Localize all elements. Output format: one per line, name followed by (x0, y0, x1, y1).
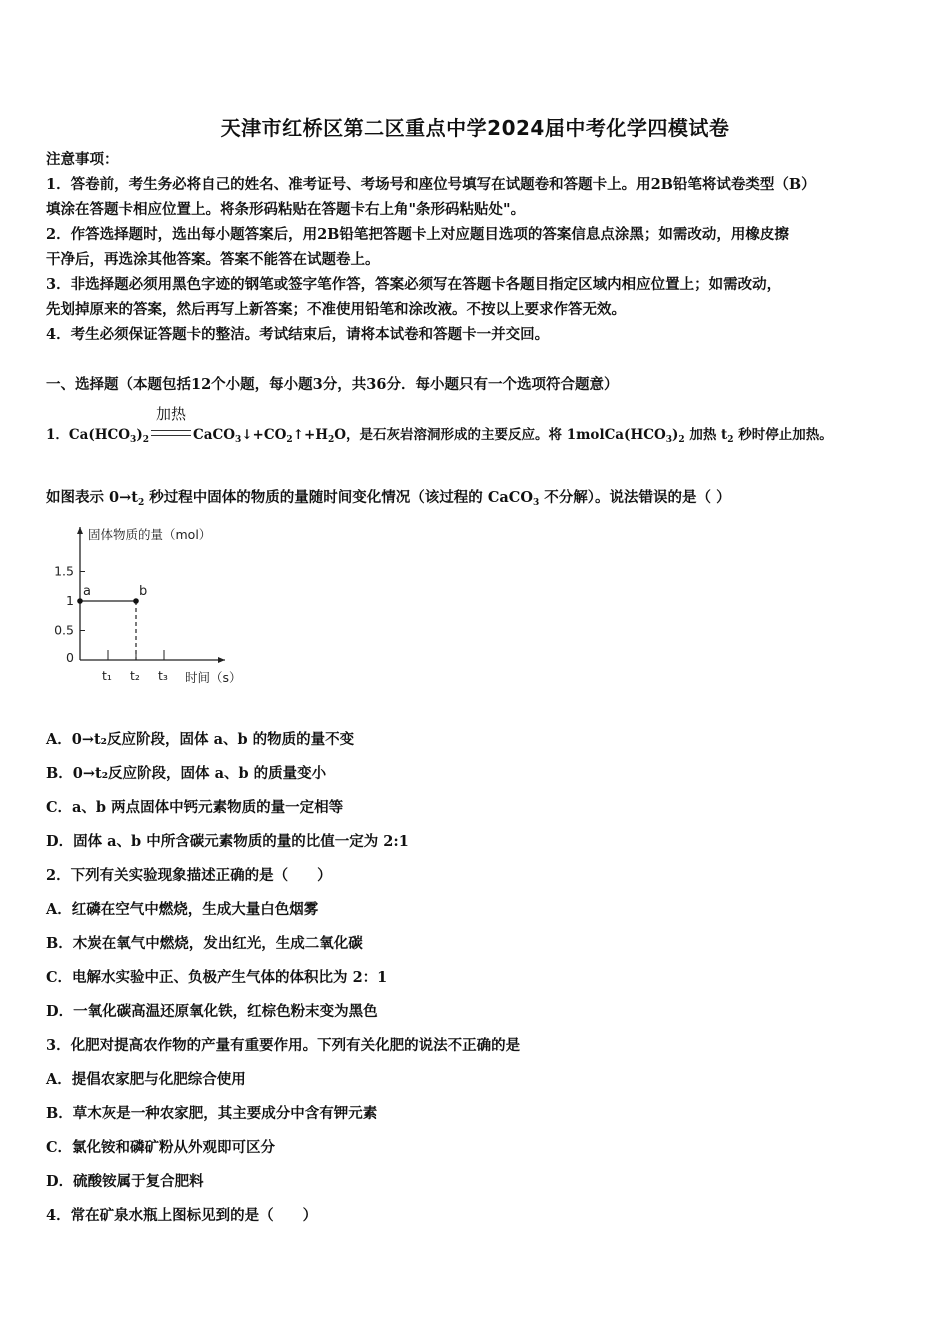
reaction-condition: 加热 (155, 404, 186, 423)
x-axis-label: 时间（s） (185, 670, 242, 685)
q2-option-c: C．电解水实验中正、负极产生气体的体积比为 2：1 (46, 969, 388, 986)
notice-line: 干净后，再选涂其他答案。答案不能答在试题卷上。 (46, 251, 380, 268)
q3-option-c: C．氯化铵和磷矿粉从外观即可区分 (46, 1139, 276, 1156)
q1-stem-line2: 如图表示 $0\to t_2$ 秒过程中固体的物质的量随时间变化情况（该过程的 CaCO$_3$ 不分解）。说法错误的是（ ） (46, 489, 731, 508)
solid-amount-chart (40, 515, 260, 695)
x-tick-label: t₁ (102, 668, 112, 683)
q1-option-b: B．0→t₂反应阶段，固体 a、b 的质量变小 (46, 765, 327, 782)
x-axis-arrow (218, 657, 225, 663)
q1-option-d: D．固体 a、b 中所含碳元素物质的量的比值一定为 2:1 (46, 833, 409, 850)
point-label-b: b (139, 584, 148, 599)
page-title: 天津市红桥区第二区重点中学2024届中考化学四模试卷 (220, 116, 730, 140)
section-heading: 一、选择题（本题包括12个小题，每小题3分，共36分．每小题只有一个选项符合题意） (46, 376, 619, 393)
notice-line: 2．作答选择题时，选出每小题答案后，用2B铅笔把答题卡上对应题目选项的答案信息点涂黑；如需改动，用橡皮擦 (46, 226, 789, 243)
q3-option-b: B．草木灰是一种农家肥，其主要成分中含有钾元素 (46, 1105, 378, 1122)
q2-option-b: B．木炭在氧气中燃烧，发出红光，生成二氧化碳 (46, 935, 363, 952)
point-b (133, 598, 139, 604)
notice-line: 1．答卷前，考生务必将自己的姓名、准考证号、考场号和座位号填写在试题卷和答题卡上。用2B铅笔将试卷类型（B） (46, 176, 816, 193)
y-tick-label: 0 (66, 650, 74, 665)
y-axis-label: 固体物质的量（mol） (88, 527, 212, 542)
q2-stem: 2．下列有关实验现象描述正确的是（ ） (46, 867, 332, 884)
x-tick-label: t₂ (130, 668, 140, 683)
y-tick-label: 1 (66, 593, 74, 608)
point-a (77, 598, 83, 604)
notice-line: 先划掉原来的答案，然后再写上新答案；不准使用铅笔和涂改液。不按以上要求作答无效。 (46, 301, 626, 318)
q1-option-a: A．0→t₂反应阶段，固体 a、b 的物质的量不变 (46, 731, 355, 748)
q2-option-a: A．红磷在空气中燃烧，生成大量白色烟雾 (46, 901, 319, 918)
q3-option-a: A．提倡农家肥与化肥综合使用 (46, 1071, 246, 1088)
q1-option-c: C．a、b 两点固体中钙元素物质的量一定相等 (46, 799, 344, 816)
notice-line: 填涂在答题卡相应位置上。将条形码粘贴在答题卡右上角"条形码粘贴处"。 (46, 201, 526, 218)
q1-reactant: $Ca(HCO_3)_2$ (68, 427, 149, 445)
q1-number: 1． (46, 427, 69, 443)
q2-option-d: D．一氧化碳高温还原氧化铁，红棕色粉末变为黑色 (46, 1003, 378, 1020)
notice-line: 3．非选择题必须用黑色字迹的钢笔或签字笔作答，答案必须写在答题卡各题目指定区域内相应位置上；如需改动， (46, 276, 782, 293)
q3-stem: 3．化肥对提高农作物的产量有重要作用。下列有关化肥的说法不正确的是 (46, 1037, 521, 1054)
notice-heading: 注意事项： (46, 151, 119, 168)
q4-stem: 4．常在矿泉水瓶上图标见到的是（ ） (46, 1207, 318, 1224)
notice-line: 4．考生必须保证答题卡的整洁。考试结束后，请将本试卷和答题卡一并交回。 (46, 326, 550, 343)
q1-products: $CaCO_3↓+CO_2↑+H_2O$，是石灰岩溶洞形成的主要反应。将 $1molCa(HCO_3)_2$ 加热 $t_2$ 秒时停止加热。 (192, 427, 833, 445)
reaction-arrow (151, 404, 191, 446)
q3-option-d: D．硫酸铵属于复合肥料 (46, 1173, 204, 1190)
y-tick-label: 1.5 (54, 563, 74, 579)
y-tick-label: 0.5 (54, 622, 74, 638)
y-axis-arrow (77, 527, 83, 534)
point-label-a: a (83, 584, 91, 599)
x-tick-label: t₃ (158, 668, 168, 683)
q1-stem (46, 404, 833, 450)
